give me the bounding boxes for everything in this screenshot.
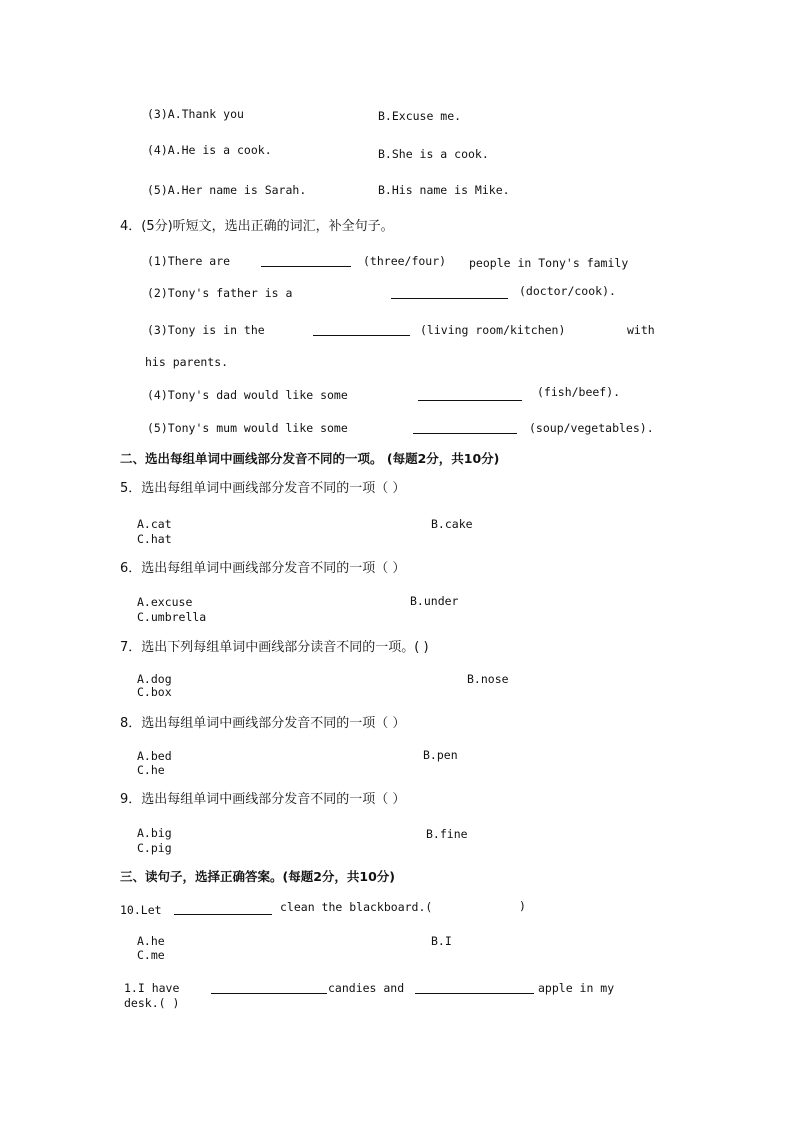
q8-option-a[interactable]: A.bed [137, 749, 172, 763]
q11-part-2: candies and [328, 981, 405, 995]
q6-option-a[interactable]: A.excuse [137, 595, 193, 609]
q4-s4-opt: (fish/beef). [537, 385, 621, 399]
q10-option-c[interactable]: C.me [137, 948, 165, 962]
q9-option-c[interactable]: C.pig [137, 841, 172, 855]
q4-s3-pre: (3)Tony is in the [147, 323, 265, 337]
question-9-stem: 9．选出每组单词中画线部分发音不同的一项（ ） [120, 792, 406, 807]
q11-blank-1[interactable] [211, 993, 327, 994]
section-2-heading: 二、选出每组单词中画线部分发音不同的一项。 (每题2分，共10分) [120, 451, 500, 466]
option-3b: B.Excuse me. [378, 109, 462, 123]
q4-s2-opt: (doctor/cook). [519, 284, 616, 298]
q11-part-4: desk.( ) [124, 996, 180, 1010]
q9-option-b[interactable]: B.fine [426, 827, 468, 841]
option-4a: (4)A.He is a cook. [147, 143, 272, 157]
q5-option-a[interactable]: A.cat [137, 517, 172, 531]
q4-s1-blank[interactable] [261, 266, 351, 267]
q11-part-3: apple in my [538, 981, 615, 995]
q10-pre: 10.Let [120, 903, 162, 917]
q10-option-a[interactable]: A.he [137, 934, 165, 948]
q10-mid: clean the blackboard.( [280, 900, 433, 914]
q4-s4-pre: (4)Tony's dad would like some [147, 388, 348, 402]
q5-option-c[interactable]: C.hat [137, 532, 172, 546]
q11-part-1: 1.I have [124, 981, 180, 995]
q4-s3-opt: (living room/kitchen) [420, 323, 566, 337]
q4-s1-opt: (three/four) [363, 254, 447, 268]
option-5b: B.His name is Mike. [378, 183, 510, 197]
q4-s1-post: people in Tony's family [469, 256, 629, 270]
q4-s5-blank[interactable] [413, 433, 517, 434]
q4-s2-blank[interactable] [391, 298, 508, 299]
q8-option-b[interactable]: B.pen [423, 748, 458, 762]
q6-option-c[interactable]: C.umbrella [137, 610, 207, 624]
question-4-title: 4．(5分)听短文，选出正确的词汇，补全句子。 [120, 219, 394, 234]
q4-s5-opt: (soup/vegetables). [529, 421, 654, 435]
q10-close: ) [519, 899, 526, 913]
question-8-stem: 8．选出每组单词中画线部分发音不同的一项（ ） [120, 716, 406, 731]
question-6-stem: 6．选出每组单词中画线部分发音不同的一项（ ） [120, 561, 406, 576]
q4-s2-pre: (2)Tony's father is a [147, 286, 293, 300]
question-5-stem: 5．选出每组单词中画线部分发音不同的一项（ ） [120, 481, 406, 496]
q4-s4-blank[interactable] [418, 400, 522, 401]
q7-option-a[interactable]: A.dog [137, 672, 172, 686]
q7-option-b[interactable]: B.nose [467, 672, 509, 686]
section-3-heading: 三、读句子，选择正确答案。(每题2分，共10分) [120, 869, 396, 884]
q4-s1-pre: (1)There are [147, 254, 231, 268]
option-4b: B.She is a cook. [378, 147, 489, 161]
q4-s5-pre: (5)Tony's mum would like some [147, 421, 348, 435]
q7-option-c[interactable]: C.box [137, 685, 172, 699]
q4-s3-post: with [627, 323, 655, 337]
option-5a: (5)A.Her name is Sarah. [147, 183, 307, 197]
q10-blank[interactable] [174, 914, 272, 915]
question-7-stem: 7．选出下列每组单词中画线部分读音不同的一项。( ) [120, 640, 429, 655]
q10-option-b[interactable]: B.I [431, 934, 452, 948]
q4-s3-blank[interactable] [313, 335, 410, 336]
q5-option-b[interactable]: B.cake [431, 517, 473, 531]
q11-blank-2[interactable] [415, 993, 534, 994]
q8-option-c[interactable]: C.he [137, 763, 165, 777]
option-3a: (3)A.Thank you [147, 107, 244, 121]
q9-option-a[interactable]: A.big [137, 826, 172, 840]
q6-option-b[interactable]: B.under [410, 594, 459, 608]
q4-s3-cont: his parents. [145, 355, 229, 369]
